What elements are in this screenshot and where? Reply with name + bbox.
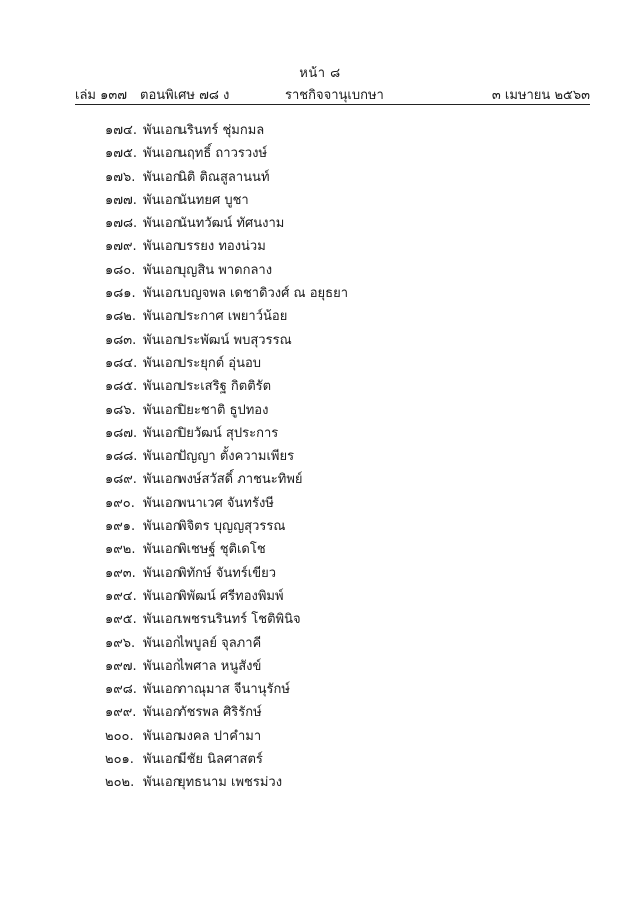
entry-name: ประกาศ เพยาว์น้อย	[178, 309, 288, 325]
entry-number: ๑๙๙.	[105, 705, 137, 721]
entry-number: ๑๘๖.	[105, 402, 136, 418]
entry-number: ๑๘๓.	[105, 332, 137, 348]
entry-number: ๑๘๕.	[105, 379, 138, 395]
list-item	[0, 515, 640, 538]
entry-name: ยุทธนาม เพชรม่วง	[178, 775, 283, 791]
entry-number: ๒๐๐.	[105, 728, 134, 744]
entry-name: พิเชษฐ์ ชุติเดโช	[178, 542, 266, 558]
entry-number: ๑๘๑.	[105, 286, 136, 302]
entry-rank: พันเอก	[143, 192, 181, 208]
entry-number: ๑๘๗.	[105, 425, 138, 441]
list-item	[0, 375, 640, 398]
list-item	[0, 725, 640, 748]
list-item	[0, 585, 640, 608]
list-item	[0, 492, 640, 515]
entry-rank: พันเอก	[143, 565, 181, 581]
entry-name: ประพัฒน์ พบสุวรรณ	[178, 332, 292, 348]
entry-name: เบญจพล เดชาดิวงศ์ ณ อยุธยา	[178, 286, 349, 302]
list-item	[0, 235, 640, 258]
entry-rank: พันเอก	[143, 146, 181, 162]
list-item	[0, 142, 640, 165]
entry-number: ๑๙๘.	[105, 682, 137, 698]
entry-rank: พันเอก	[143, 705, 181, 721]
entry-name: ประเสริฐ กิตติรัต	[178, 379, 272, 395]
entry-rank: พันเอก	[143, 728, 181, 744]
list-item	[0, 305, 640, 328]
list-item	[0, 282, 640, 305]
list-item	[0, 445, 640, 468]
entry-name: ปิยวัฒน์ สุประการ	[178, 425, 279, 441]
entry-number: ๑๙๗.	[105, 658, 137, 674]
list-item	[0, 422, 640, 445]
entry-name: ภัชรพล ศิริรักษ์	[178, 705, 262, 721]
entry-name: นันทวัฒน์ ทัศนงาม	[178, 216, 285, 232]
list-item	[0, 468, 640, 491]
list-item	[0, 701, 640, 724]
list-item	[0, 259, 640, 282]
entry-rank: พันเอก	[143, 775, 181, 791]
entry-rank: พันเอก	[143, 542, 181, 558]
name-list	[0, 119, 640, 795]
entry-rank: พันเอก	[143, 449, 181, 465]
header-divider	[75, 104, 590, 105]
list-item	[0, 562, 640, 585]
entry-rank: พันเอก	[143, 309, 181, 325]
entry-rank: พันเอก	[143, 519, 181, 535]
list-item	[0, 352, 640, 375]
entry-rank: พันเอก	[143, 752, 181, 768]
entry-rank: พันเอก	[143, 658, 181, 674]
entry-name: ประยุกต์ อุ่นอบ	[178, 355, 262, 371]
gazette-title: ราชกิจจานุเบกษา	[285, 88, 384, 103]
entry-number: ๑๗๔.	[105, 123, 137, 138]
entry-number: ๑๙๔.	[105, 588, 137, 604]
entry-rank: พันเอก	[143, 123, 181, 138]
list-item	[0, 399, 640, 422]
entry-number: ๑๙๐.	[105, 495, 135, 511]
list-item	[0, 632, 640, 655]
entry-number: ๒๐๒.	[105, 775, 135, 791]
entry-rank: พันเอก	[143, 355, 181, 371]
list-item	[0, 678, 640, 701]
entry-rank: พันเอก	[143, 682, 181, 698]
issue-label: ตอนพิเศษ ๗๘ ง	[140, 88, 230, 103]
entry-name: พิทักษ์ จันทร์เขียว	[178, 565, 277, 581]
entry-name: นฤทธิ์ ถาวรวงษ์	[178, 146, 268, 162]
entry-name: ไพบูลย์ จุลภาคี	[178, 635, 262, 651]
entry-name: พงษ์สวัสดิ์ ภาชนะทิพย์	[178, 472, 303, 488]
entry-name: พิจิตร บุญญสุวรรณ	[178, 519, 286, 535]
entry-name: มีชัย นิลศาสตร์	[178, 752, 263, 768]
gazette-header	[75, 84, 590, 104]
entry-name: นันทยศ บูชา	[178, 192, 249, 208]
entry-rank: พันเอก	[143, 402, 181, 418]
entry-name: มงคล ปาคำมา	[178, 728, 262, 744]
entry-number: ๑๘๔.	[105, 355, 138, 371]
entry-number: ๑๙๖.	[105, 635, 136, 651]
list-item	[0, 771, 640, 794]
entry-rank: พันเอก	[143, 425, 181, 441]
entry-rank: พันเอก	[143, 588, 181, 604]
entry-number: ๑๘๘.	[105, 449, 138, 465]
entry-number: ๑๗๗.	[105, 192, 137, 208]
list-item	[0, 119, 640, 142]
entry-number: ๑๘๐.	[105, 262, 136, 278]
entry-number: ๑๗๘.	[105, 216, 138, 232]
entry-rank: พันเอก	[143, 612, 181, 628]
entry-number: ๑๙๑.	[105, 519, 136, 535]
entry-rank: พันเอก	[143, 216, 181, 232]
entry-number: ๑๗๖.	[105, 169, 136, 185]
entry-name: ปิยะชาติ ธูปทอง	[178, 402, 269, 418]
entry-name: บุญสิน พาดกลาง	[178, 262, 273, 278]
entry-rank: พันเอก	[143, 472, 181, 488]
volume-label: เล่ม ๑๓๗	[75, 88, 128, 103]
entry-number: ๑๙๕.	[105, 612, 137, 628]
list-item	[0, 329, 640, 352]
entry-number: ๑๗๙.	[105, 239, 137, 255]
entry-name: เพชรนรินทร์ โชติพินิจ	[178, 612, 301, 628]
list-item	[0, 538, 640, 561]
entry-name: บรรยง ทองน่วม	[178, 239, 266, 255]
list-item	[0, 189, 640, 212]
list-item	[0, 748, 640, 771]
entry-name: นรินทร์ ชุ่มกมล	[178, 123, 265, 138]
entry-rank: พันเอก	[143, 286, 181, 302]
entry-rank: พันเอก	[143, 262, 181, 278]
entry-rank: พันเอก	[143, 169, 181, 185]
list-item	[0, 655, 640, 678]
entry-name: พนาเวศ จันทรังษี	[178, 495, 274, 511]
entry-number: ๑๘๒.	[105, 309, 136, 325]
entry-number: ๑๘๙.	[105, 472, 137, 488]
entry-name: ปัญญา ตั้งความเพียร	[178, 449, 295, 465]
entry-number: ๒๐๑.	[105, 752, 134, 768]
page-number: หน้า ๘	[299, 66, 341, 81]
entry-name: นิติ ติณสูลานนท์	[178, 169, 270, 185]
list-item	[0, 212, 640, 235]
publication-date: ๓ เมษายน ๒๕๖๓	[491, 88, 590, 103]
entry-rank: พันเอก	[143, 239, 181, 255]
entry-number: ๑๙๒.	[105, 542, 136, 558]
entry-number: ๑๗๕.	[105, 146, 137, 162]
list-item	[0, 608, 640, 631]
entry-rank: พันเอก	[143, 495, 181, 511]
entry-number: ๑๙๓.	[105, 565, 136, 581]
entry-rank: พันเอก	[143, 332, 181, 348]
entry-rank: พันเอก	[143, 635, 181, 651]
entry-name: พิพัฒน์ ศรีทองพิมพ์	[178, 588, 284, 604]
list-item	[0, 166, 640, 189]
entry-name: ไพศาล หนูสังข์	[178, 658, 262, 674]
entry-rank: พันเอก	[143, 379, 181, 395]
entry-name: ภาณุมาส จีนานุรักษ์	[178, 682, 290, 698]
